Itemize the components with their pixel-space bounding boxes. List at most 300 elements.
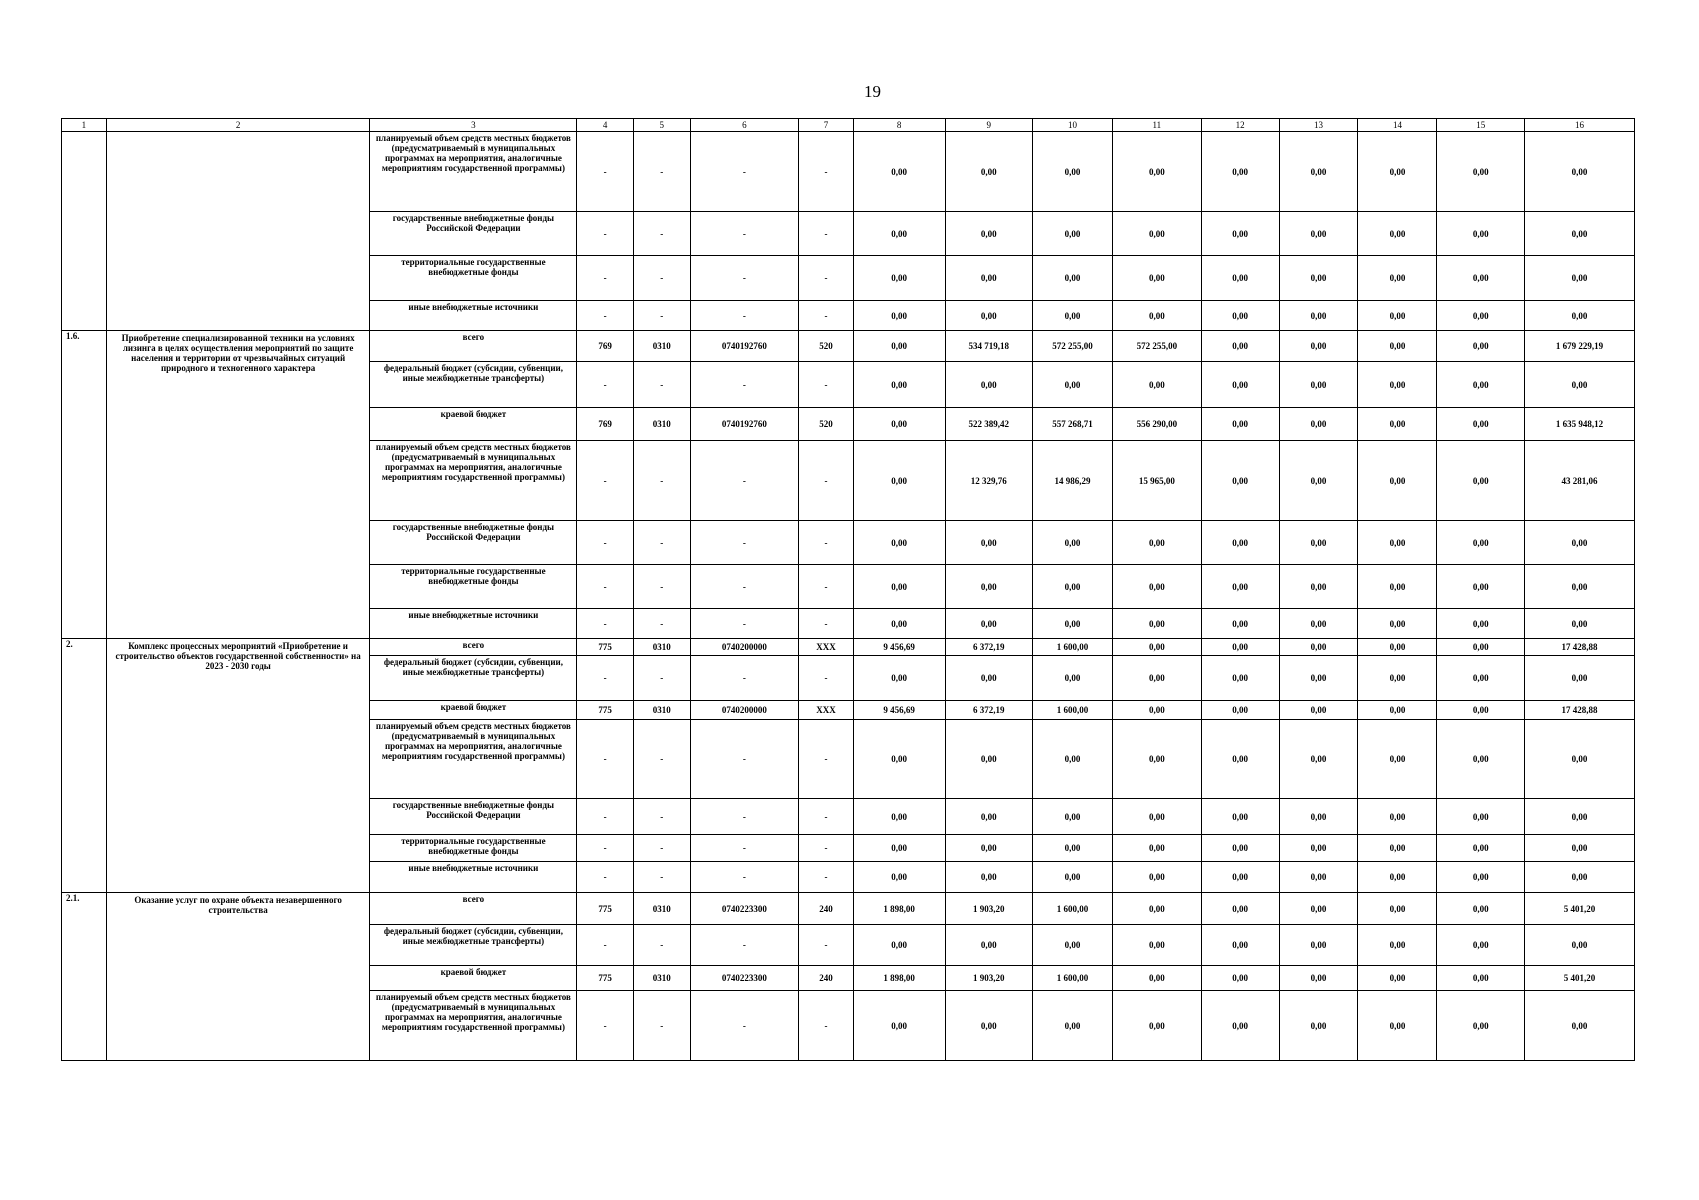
value-cell: 0,00 [1524,362,1634,408]
value-cell: 0,00 [1201,408,1279,441]
value-cell: 0,00 [853,441,945,521]
value-cell: - [799,301,853,331]
funding-source: федеральный бюджет (субсидии, субвенции, иные межбюджетные трансферты) [370,656,577,701]
value-cell: - [577,256,634,301]
value-cell: 0740192760 [690,408,799,441]
header-cell: 15 [1437,119,1525,132]
header-cell: 16 [1524,119,1634,132]
table-row [62,893,1635,925]
value-cell: 534 719,18 [945,331,1033,362]
value-cell: - [799,521,853,565]
value-cell: 0,00 [945,362,1033,408]
value-cell: 0,00 [1033,835,1113,862]
item-name: Комплекс процессных мероприятий «Приобретение и строительство объектов государственной собственности» на 2023 - 2030 годы [106,639,370,893]
funding-source: планируемый объем средств местных бюджетов (предусматриваемый в муниципальных программах на мероприятия, аналогичные мероприятиям государственной программы) [370,441,577,521]
value-cell: 0,00 [1524,565,1634,609]
value-cell: 0,00 [1437,835,1525,862]
value-cell: - [799,862,853,893]
value-cell: 0,00 [1113,301,1202,331]
value-cell: 0,00 [1524,301,1634,331]
table-row [62,132,1635,212]
value-cell: 0,00 [1201,331,1279,362]
value-cell: XXX [799,701,853,720]
funding-source: краевой бюджет [370,966,577,991]
value-cell: 0,00 [1279,609,1358,639]
value-cell: - [577,835,634,862]
value-cell: 0,00 [945,301,1033,331]
value-cell: - [633,132,690,212]
value-cell: 0,00 [1358,835,1437,862]
value-cell: 0,00 [1358,301,1437,331]
value-cell: 0310 [633,331,690,362]
value-cell: 0,00 [1358,991,1437,1061]
value-cell: 0,00 [1279,966,1358,991]
value-cell: 0,00 [1033,991,1113,1061]
value-cell: 0,00 [1113,862,1202,893]
value-cell: 0,00 [1279,256,1358,301]
value-cell: - [799,720,853,799]
value-cell: 0,00 [853,925,945,966]
value-cell: 0,00 [1358,862,1437,893]
value-cell: 0,00 [853,521,945,565]
value-cell: 0,00 [1358,212,1437,256]
value-cell: - [690,521,799,565]
header-cell: 9 [945,119,1033,132]
value-cell: - [577,301,634,331]
value-cell: 0740192760 [690,331,799,362]
value-cell: - [633,212,690,256]
value-cell: 14 986,29 [1033,441,1113,521]
value-cell: 0,00 [853,991,945,1061]
value-cell: 0,00 [853,408,945,441]
header-row [62,119,1635,132]
value-cell: 0,00 [853,862,945,893]
table-row [62,639,1635,656]
value-cell: 0,00 [945,991,1033,1061]
value-cell: 0,00 [1113,991,1202,1061]
value-cell: - [799,656,853,701]
value-cell: 522 389,42 [945,408,1033,441]
item-number: 2. [62,639,107,893]
value-cell: 0,00 [1358,966,1437,991]
value-cell: - [690,565,799,609]
value-cell: - [690,609,799,639]
value-cell: - [690,991,799,1061]
value-cell: - [799,441,853,521]
value-cell: 0,00 [1437,132,1525,212]
value-cell: 0,00 [1033,132,1113,212]
value-cell: 0,00 [1033,862,1113,893]
value-cell: 0,00 [945,256,1033,301]
item-number [62,132,107,331]
value-cell: - [799,132,853,212]
value-cell: 0,00 [853,301,945,331]
value-cell: 0,00 [1437,925,1525,966]
value-cell: 0,00 [1033,565,1113,609]
value-cell: 0,00 [1033,256,1113,301]
value-cell: - [577,565,634,609]
funding-source: планируемый объем средств местных бюджетов (предусматриваемый в муниципальных программах на мероприятия, аналогичные мероприятиям государственной программы) [370,720,577,799]
value-cell: 0,00 [1113,565,1202,609]
value-cell: 15 965,00 [1113,441,1202,521]
value-cell: 1 600,00 [1033,639,1113,656]
value-cell: - [799,362,853,408]
value-cell: - [799,609,853,639]
value-cell: 0,00 [1358,521,1437,565]
value-cell: 5 401,20 [1524,966,1634,991]
value-cell: 0,00 [1358,701,1437,720]
value-cell: 0,00 [1201,991,1279,1061]
value-cell: - [577,212,634,256]
value-cell: 0,00 [1437,720,1525,799]
header-cell: 5 [633,119,690,132]
value-cell: 0,00 [945,720,1033,799]
value-cell: 0,00 [1437,331,1525,362]
value-cell: - [633,991,690,1061]
item-name: Оказание услуг по охране объекта незавершенного строительства [106,893,370,1061]
value-cell: 0,00 [1358,609,1437,639]
value-cell: 0,00 [853,609,945,639]
value-cell: 0,00 [1113,799,1202,835]
value-cell: 1 600,00 [1033,893,1113,925]
value-cell: 0,00 [1279,701,1358,720]
value-cell: 12 329,76 [945,441,1033,521]
value-cell: - [577,362,634,408]
value-cell: 520 [799,408,853,441]
value-cell: 0,00 [1437,799,1525,835]
value-cell: 0,00 [1113,701,1202,720]
value-cell: 0740223300 [690,966,799,991]
value-cell: 6 372,19 [945,701,1033,720]
value-cell: 0,00 [1437,991,1525,1061]
value-cell: 0,00 [1437,966,1525,991]
value-cell: 775 [577,966,634,991]
value-cell: 520 [799,331,853,362]
funding-source: краевой бюджет [370,701,577,720]
value-cell: 0,00 [1524,212,1634,256]
header-cell: 11 [1113,119,1202,132]
value-cell: 0,00 [1358,132,1437,212]
value-cell: - [799,991,853,1061]
value-cell: 0,00 [1279,799,1358,835]
header-cell: 3 [370,119,577,132]
value-cell: 0,00 [1033,799,1113,835]
value-cell: - [577,521,634,565]
value-cell: 0,00 [1524,132,1634,212]
value-cell: 0,00 [1201,565,1279,609]
value-cell: - [690,301,799,331]
funding-source: краевой бюджет [370,408,577,441]
value-cell: 0,00 [1113,925,1202,966]
value-cell: 775 [577,639,634,656]
value-cell: - [633,256,690,301]
value-cell: - [633,301,690,331]
value-cell: 0,00 [853,132,945,212]
value-cell: 9 456,69 [853,639,945,656]
value-cell: 0,00 [1279,301,1358,331]
value-cell: 0310 [633,408,690,441]
value-cell: 0,00 [1524,925,1634,966]
value-cell: - [577,132,634,212]
value-cell: 769 [577,331,634,362]
value-cell: - [577,862,634,893]
value-cell: 0,00 [1201,701,1279,720]
funding-source: государственные внебюджетные фонды Российской Федерации [370,521,577,565]
header-cell: 6 [690,119,799,132]
value-cell: 0740200000 [690,639,799,656]
value-cell: 0,00 [1201,835,1279,862]
value-cell: 0,00 [1358,639,1437,656]
value-cell: 0,00 [945,835,1033,862]
funding-source: территориальные государственные внебюджетные фонды [370,565,577,609]
item-number: 2.1. [62,893,107,1061]
value-cell: 0,00 [1437,256,1525,301]
funding-source: всего [370,893,577,925]
funding-source: всего [370,639,577,656]
value-cell: - [799,799,853,835]
value-cell: 0,00 [1358,408,1437,441]
value-cell: 0,00 [1279,331,1358,362]
value-cell: 17 428,88 [1524,701,1634,720]
value-cell: - [577,925,634,966]
value-cell: 0,00 [1033,301,1113,331]
value-cell: 0,00 [945,132,1033,212]
header-cell: 12 [1201,119,1279,132]
value-cell: 0,00 [1113,835,1202,862]
value-cell: 1 903,20 [945,966,1033,991]
value-cell: 0,00 [1113,720,1202,799]
value-cell: 0,00 [1437,212,1525,256]
value-cell: 0,00 [1113,132,1202,212]
funding-source: федеральный бюджет (субсидии, субвенции, иные межбюджетные трансферты) [370,925,577,966]
value-cell: 0,00 [1437,565,1525,609]
value-cell: 0,00 [1113,656,1202,701]
value-cell: 0,00 [1201,966,1279,991]
value-cell: - [799,565,853,609]
value-cell: 0,00 [1201,656,1279,701]
value-cell: 0,00 [1279,362,1358,408]
value-cell: - [633,362,690,408]
value-cell: 0,00 [1437,893,1525,925]
value-cell: 0,00 [1279,656,1358,701]
value-cell: - [577,720,634,799]
value-cell: - [799,256,853,301]
value-cell: 556 290,00 [1113,408,1202,441]
funding-source: иные внебюджетные источники [370,301,577,331]
value-cell: 0,00 [1113,521,1202,565]
item-name: Приобретение специализированной техники на условиях лизинга в целях осуществления мероприятий по защите населения и территории от чрезвычайных ситуаций природного и техногенного характера [106,331,370,639]
value-cell: 1 600,00 [1033,966,1113,991]
value-cell: - [690,256,799,301]
value-cell: - [633,799,690,835]
funding-source: государственные внебюджетные фонды Российской Федерации [370,212,577,256]
value-cell: 0,00 [1524,799,1634,835]
header-cell: 8 [853,119,945,132]
value-cell: - [577,799,634,835]
value-cell: 0,00 [1201,362,1279,408]
value-cell: 0,00 [945,862,1033,893]
value-cell: 0,00 [1437,862,1525,893]
value-cell: 5 401,20 [1524,893,1634,925]
funding-source: иные внебюджетные источники [370,609,577,639]
value-cell: 0,00 [1524,720,1634,799]
value-cell: 0,00 [1524,991,1634,1061]
value-cell: - [577,441,634,521]
value-cell: 0,00 [1033,656,1113,701]
value-cell: 0,00 [1358,331,1437,362]
value-cell: 17 428,88 [1524,639,1634,656]
value-cell: 0,00 [1437,362,1525,408]
header-cell: 10 [1033,119,1113,132]
value-cell: - [690,720,799,799]
value-cell: 0,00 [1113,212,1202,256]
value-cell: 0,00 [853,565,945,609]
value-cell: 0,00 [1358,362,1437,408]
value-cell: 0,00 [1201,256,1279,301]
value-cell: 0740200000 [690,701,799,720]
value-cell: 0,00 [1279,408,1358,441]
value-cell: 0,00 [853,256,945,301]
value-cell: - [690,862,799,893]
value-cell: 0,00 [853,212,945,256]
value-cell: - [690,441,799,521]
value-cell: - [690,925,799,966]
value-cell: 0,00 [1113,639,1202,656]
value-cell: XXX [799,639,853,656]
value-cell: 0,00 [1279,441,1358,521]
value-cell: 0,00 [1524,521,1634,565]
value-cell: 1 679 229,19 [1524,331,1634,362]
value-cell: 240 [799,893,853,925]
value-cell: - [690,362,799,408]
value-cell: 1 600,00 [1033,701,1113,720]
value-cell: 0,00 [1358,565,1437,609]
value-cell: 572 255,00 [1113,331,1202,362]
value-cell: 0,00 [1524,835,1634,862]
header-cell: 7 [799,119,853,132]
value-cell: - [633,862,690,893]
value-cell: 0,00 [853,656,945,701]
value-cell: 0,00 [1033,212,1113,256]
funding-source: территориальные государственные внебюджетные фонды [370,835,577,862]
value-cell: - [633,521,690,565]
value-cell: 0,00 [853,835,945,862]
value-cell: 0,00 [1201,639,1279,656]
value-cell: 775 [577,893,634,925]
value-cell: 0310 [633,966,690,991]
value-cell: 769 [577,408,634,441]
value-cell: 0,00 [1033,521,1113,565]
funding-source: планируемый объем средств местных бюджетов (предусматриваемый в муниципальных программах на мероприятия, аналогичные мероприятиям государственной программы) [370,132,577,212]
value-cell: 0,00 [1201,609,1279,639]
header-cell: 1 [62,119,107,132]
value-cell: - [633,925,690,966]
value-cell: 0,00 [1033,362,1113,408]
value-cell: 0,00 [1279,893,1358,925]
value-cell: 0,00 [1358,656,1437,701]
value-cell: 572 255,00 [1033,331,1113,362]
value-cell: 0,00 [1279,639,1358,656]
value-cell: 0,00 [945,212,1033,256]
value-cell: 1 903,20 [945,893,1033,925]
value-cell: 0,00 [1201,521,1279,565]
value-cell: 0,00 [1524,609,1634,639]
value-cell: - [577,609,634,639]
header-cell: 4 [577,119,634,132]
value-cell: 0,00 [1201,720,1279,799]
value-cell: 0,00 [1358,799,1437,835]
value-cell: 1 635 948,12 [1524,408,1634,441]
item-name [106,132,370,331]
value-cell: 0,00 [1113,609,1202,639]
value-cell: - [633,656,690,701]
value-cell: 1 898,00 [853,966,945,991]
table-row [62,331,1635,362]
value-cell: 0,00 [1201,212,1279,256]
value-cell: - [633,565,690,609]
header-cell: 13 [1279,119,1358,132]
value-cell: 0,00 [1113,256,1202,301]
value-cell: 0,00 [1437,521,1525,565]
value-cell: 0,00 [1113,966,1202,991]
value-cell: 0310 [633,639,690,656]
funding-source: планируемый объем средств местных бюджетов (предусматриваемый в муниципальных программах на мероприятия, аналогичные мероприятиям государственной программы) [370,991,577,1061]
value-cell: 0,00 [1279,835,1358,862]
item-number: 1.6. [62,331,107,639]
value-cell: 0,00 [853,799,945,835]
value-cell: 0,00 [1358,893,1437,925]
value-cell: 0,00 [1437,408,1525,441]
value-cell: 0,00 [1437,639,1525,656]
value-cell: 0,00 [1437,301,1525,331]
value-cell: - [633,609,690,639]
value-cell: 0,00 [945,565,1033,609]
value-cell: 0,00 [1358,441,1437,521]
value-cell: - [633,441,690,521]
value-cell: 0,00 [853,720,945,799]
value-cell: - [690,835,799,862]
value-cell: 0,00 [1201,132,1279,212]
value-cell: 0,00 [1279,925,1358,966]
value-cell: 43 281,06 [1524,441,1634,521]
value-cell: 0,00 [1279,862,1358,893]
value-cell: 0,00 [1113,893,1202,925]
value-cell: - [799,835,853,862]
value-cell: 0,00 [1358,925,1437,966]
value-cell: 0740223300 [690,893,799,925]
value-cell: 0,00 [1437,701,1525,720]
value-cell: 0,00 [1033,609,1113,639]
value-cell: - [690,132,799,212]
value-cell: 0,00 [945,656,1033,701]
value-cell: 0,00 [945,799,1033,835]
value-cell: 0310 [633,893,690,925]
value-cell: 0,00 [1437,441,1525,521]
value-cell: 0,00 [1201,893,1279,925]
funding-source: федеральный бюджет (субсидии, субвенции, иные межбюджетные трансферты) [370,362,577,408]
value-cell: - [799,925,853,966]
value-cell: - [799,212,853,256]
value-cell: 0,00 [1201,862,1279,893]
value-cell: - [690,212,799,256]
funding-source: государственные внебюджетные фонды Российской Федерации [370,799,577,835]
value-cell: 0,00 [1113,362,1202,408]
value-cell: 0,00 [1279,132,1358,212]
value-cell: 0,00 [1524,256,1634,301]
value-cell: 0,00 [1279,565,1358,609]
value-cell: 775 [577,701,634,720]
value-cell: 0,00 [1279,212,1358,256]
